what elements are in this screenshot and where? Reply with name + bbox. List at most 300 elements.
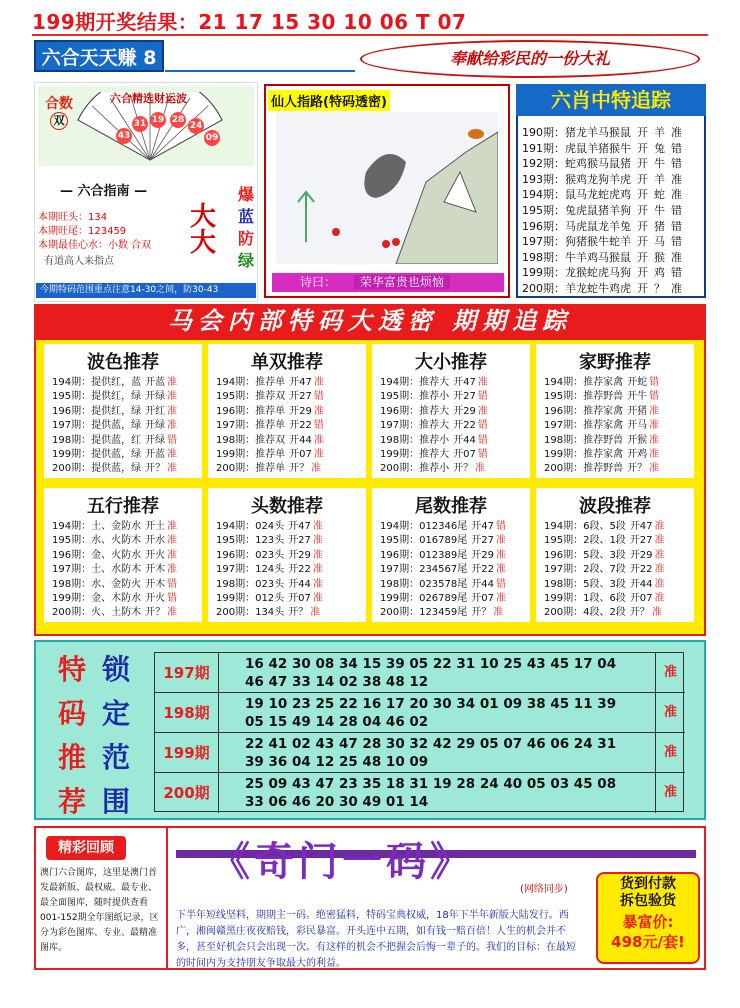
panel-pick: 199期：1段、6段 xyxy=(544,593,626,604)
panel-result: 错 xyxy=(313,420,324,432)
panel-pick: 194期：推荐大 xyxy=(380,377,450,388)
panel-row xyxy=(52,405,177,419)
zodiac-cell: 羊龙蛇牛鸡虎 xyxy=(565,282,631,295)
zodiac-cell: 197期： xyxy=(522,235,565,249)
lock-numbers: 19 10 23 25 22 16 17 20 30 34 01 09 38 45 11 39 05 15 49 14 28 04 46 02 xyxy=(245,696,617,730)
zodiac-cell: 191期： xyxy=(522,141,565,155)
panel-result: 准 xyxy=(654,549,665,561)
panel-row xyxy=(380,419,488,433)
guide-info: 本期最佳心水：小数 合双 xyxy=(38,240,152,251)
zodiac-cell: 兔虎鼠猪羊狗 xyxy=(565,204,631,217)
heshu-label: 合数 双 xyxy=(44,96,74,130)
panel-row xyxy=(52,578,177,592)
panel-open: 开？ xyxy=(145,607,166,619)
panel-open: 开44 xyxy=(629,578,653,590)
recommend-panel xyxy=(208,488,366,622)
lock-numbers: 25 09 43 47 23 35 18 31 19 28 24 40 05 03 45 08 33 06 46 20 30 49 01 14 xyxy=(245,776,617,810)
panel-open: 开火 xyxy=(145,549,166,561)
panel-result: 准 xyxy=(496,535,506,547)
panel-result: 准 xyxy=(477,377,488,388)
panel-open: 开牛 xyxy=(627,391,648,403)
panel-open: 开红 xyxy=(145,405,166,417)
zodiac-cell: 马虎鼠龙羊兔 xyxy=(565,219,631,233)
zodiac-cell: 200期： xyxy=(522,282,565,295)
lock-left-column: 特 码 推 荐 xyxy=(57,653,86,818)
panel-result: 准 xyxy=(167,607,178,619)
panel-pick: 195期：123头 xyxy=(216,535,285,547)
number-ball: 31 xyxy=(132,116,148,132)
lock-row xyxy=(155,653,685,693)
panel-open: 开鸡 xyxy=(627,449,648,460)
lock-period: 198期 xyxy=(155,693,219,733)
zodiac-row xyxy=(522,282,704,295)
panel-open: 开07 xyxy=(629,593,653,604)
panel-result: 准 xyxy=(654,564,665,576)
panel-row xyxy=(216,520,323,534)
guide-info: 本期旺头：134 xyxy=(38,212,108,223)
panel-pick: 194期：024头 xyxy=(216,521,285,532)
da-label: 大 大 xyxy=(190,202,217,258)
panel-pick: 197期：推荐大 xyxy=(380,420,450,432)
price-text: 暴富价: 498元/套! xyxy=(611,913,685,951)
panel-open: 开07 xyxy=(288,593,311,604)
panel-row xyxy=(216,592,323,606)
panel-result: 准 xyxy=(167,564,178,576)
divider xyxy=(32,34,708,36)
lock-result: 准 xyxy=(655,653,685,693)
panel-row xyxy=(52,592,177,606)
gift-slogan: 奉献给彩民的一份大礼 xyxy=(360,40,700,78)
panel-open: 开马 xyxy=(627,420,648,432)
zodiac-cell: 错 xyxy=(671,235,682,249)
poem-bar: 诗曰： 荣华富贵也烦恼 xyxy=(272,273,504,292)
panel-pick: 199期：金、木防水 xyxy=(52,593,142,604)
panel-result: 错 xyxy=(477,449,488,460)
zodiac-row xyxy=(522,126,704,139)
recommend-panel xyxy=(372,344,530,478)
panel-row xyxy=(52,549,177,563)
panel-title: 家野推荐 xyxy=(579,352,651,373)
panel-pick: 195期：推荐小 xyxy=(380,391,450,403)
panel-open: 开22 xyxy=(629,564,653,576)
panel-row xyxy=(380,405,488,419)
panel-title: 大小推荐 xyxy=(415,352,487,373)
panel-row xyxy=(544,390,659,404)
panel-pick: 197期：土、水防木 xyxy=(52,564,142,576)
panel-result: 错 xyxy=(496,578,506,590)
panel-row xyxy=(544,376,659,390)
number-ball: 43 xyxy=(116,128,132,144)
panel-row xyxy=(216,462,321,476)
panel-open: 开？ xyxy=(453,463,474,475)
panel-row xyxy=(216,606,320,620)
panel-result: 错 xyxy=(477,391,488,403)
panel-open: 开？ xyxy=(471,607,492,619)
panel-row xyxy=(380,606,503,620)
recommend-panel xyxy=(536,344,694,478)
panel-result: 准 xyxy=(477,405,488,417)
panel-result: 准 xyxy=(167,521,178,532)
panel-open: 开木 xyxy=(145,578,166,590)
panel-result: 准 xyxy=(167,420,178,432)
zodiac-cell: 193期： xyxy=(522,172,565,186)
zodiac-cell: 错 xyxy=(671,141,682,155)
panel-row xyxy=(544,434,659,448)
panel-open: 开47 xyxy=(629,521,653,532)
panel-open: 开22 xyxy=(471,564,494,576)
panel-result: 准 xyxy=(312,578,323,590)
panel-pick: 195期：推荐双 xyxy=(216,391,286,403)
lock-period: 200期 xyxy=(155,773,219,813)
lock-row xyxy=(155,773,685,813)
panel-open: 开47 xyxy=(471,521,494,532)
panel-result: 准 xyxy=(167,463,178,475)
panel-row xyxy=(380,462,485,476)
zodiac-cell: 牛 xyxy=(654,204,665,217)
panel-result: 准 xyxy=(496,593,506,604)
lock-period: 199期 xyxy=(155,733,219,773)
panel-title: 五行推荐 xyxy=(87,496,159,517)
squirrel-illustration xyxy=(276,112,498,264)
panel-pick: 194期：6段、5段 xyxy=(544,521,626,532)
zodiac-cell: 开 xyxy=(637,235,648,249)
panel-row xyxy=(544,549,665,563)
zodiac-cell: 错 xyxy=(671,204,682,217)
panel-pick: 197期：2段、7段 xyxy=(544,564,626,576)
zodiac-cell: 开 xyxy=(637,204,648,217)
panel-result: 准 xyxy=(167,377,178,388)
panel-open: 开水 xyxy=(145,535,166,547)
fan-title: 六合精选财运波 xyxy=(110,92,187,105)
panel-result: 错 xyxy=(167,434,178,446)
panel-row xyxy=(380,520,506,534)
panel-row xyxy=(380,578,506,592)
panel-open: 开47 xyxy=(288,521,311,532)
panel-row xyxy=(544,462,659,476)
panel-result: 准 xyxy=(313,377,324,388)
panel-title: 单双推荐 xyxy=(251,352,323,373)
panel-row xyxy=(544,405,659,419)
zodiac-cell: 开 xyxy=(637,126,648,139)
panel-pick: 198期：推荐野兽 xyxy=(544,434,624,446)
panel-open: 开绿 xyxy=(145,420,166,432)
panel-row xyxy=(380,534,506,548)
qimen-description: 下半年短线坚料，期期主一码。绝密猛料，特码宝典权威，18年下半年新版大陆发行。西广，湘闽赣黑庄夜夜赔钱，彩民暴富。开头连中五期，如有钱一赔百倍！人生的机会并不多，甚至好机会只会出现一次。有这样的机会不把握会后悔一辈子的。我们的目标：在最短的时间内为支持朋友争取最大的利益。 xyxy=(176,910,576,969)
zodiac-row xyxy=(522,251,704,264)
zodiac-cell: 开 xyxy=(637,282,648,295)
panel-pick: 198期：023头 xyxy=(216,578,285,590)
lock-numbers: 22 41 02 43 47 28 30 32 42 29 05 07 46 06 24 31 39 36 04 12 25 48 10 09 xyxy=(245,736,617,770)
zodiac-cell: 龙猴蛇虎马狗 xyxy=(565,266,631,280)
zodiac-cell: 开 xyxy=(637,172,648,186)
panel-pick: 194期：推荐单 xyxy=(216,377,286,388)
bao-column: 爆 蓝 防 绿 xyxy=(237,185,254,270)
panel-pick: 196期：023头 xyxy=(216,549,285,561)
zodiac-cell: 兔 xyxy=(654,141,665,155)
zodiac-cell: 牛羊鸡马猴鼠 xyxy=(565,250,631,264)
review-text: 澳门六合图库，这里是澳门首发最新版、最权威、最专业、最全面图库，随时提供查看001-152期全年图纸记录，区分为彩色图库、专业、最精准图库。 xyxy=(40,868,159,953)
panel-result: 准 xyxy=(313,405,324,417)
recommend-panel xyxy=(536,488,694,622)
zodiac-cell: 马 xyxy=(654,235,665,249)
panel-result: 准 xyxy=(167,549,178,561)
panel-pick: 194期：012346尾 xyxy=(380,521,468,532)
zodiac-cell: 准 xyxy=(671,188,682,202)
zodiac-cell: 蛇鸡猴马鼠猪 xyxy=(565,157,631,171)
zodiac-cell: 鼠马龙蛇虎鸡 xyxy=(565,188,631,202)
panel-row xyxy=(380,563,506,577)
panel-row xyxy=(544,520,665,534)
panel-open: 开土 xyxy=(145,521,166,532)
zodiac-row xyxy=(522,173,704,186)
panel-pick: 199期：012头 xyxy=(216,593,285,604)
lock-right-column: 锁 定 范 围 xyxy=(101,653,130,818)
zodiac-cell: 羊 xyxy=(654,172,665,186)
panel-open: 开47 xyxy=(453,377,476,388)
panel-open: 开27 xyxy=(289,391,312,403)
panel-row xyxy=(216,376,324,390)
panel-pick: 196期：推荐单 xyxy=(216,405,286,417)
panel-pick: 195期：2段、1段 xyxy=(544,535,626,547)
zodiac-cell: 蛇 xyxy=(654,188,665,202)
panel-pick: 197期：提供蓝，绿 xyxy=(52,420,142,432)
range-bar: 今期特码范围重点注意14-30之间，防30-43 xyxy=(36,283,256,298)
zodiac-cell: 开 xyxy=(637,250,648,264)
panel-open: 开火 xyxy=(145,593,166,604)
zodiac-cell: 猪龙羊马猴鼠 xyxy=(565,126,631,139)
panel-row xyxy=(52,606,177,620)
panel-open: 开29 xyxy=(289,405,312,417)
panel-result: 准 xyxy=(312,564,323,576)
zodiac-cell: 198期： xyxy=(522,250,565,264)
panel-open: 开27 xyxy=(288,535,311,547)
panel-row xyxy=(544,578,665,592)
panel-pick: 195期：提供红，绿 xyxy=(52,391,142,403)
panel-pick: 200期：123459尾 xyxy=(380,607,468,619)
recommend-panel xyxy=(208,344,366,478)
panel-result: 错 xyxy=(313,391,324,403)
panel-open: 开猪 xyxy=(627,405,648,417)
panel-row xyxy=(216,563,323,577)
panel-result: 准 xyxy=(167,449,178,460)
panel-pick: 197期：124头 xyxy=(216,564,285,576)
panel-row xyxy=(544,606,662,620)
number-ball: 09 xyxy=(204,130,220,146)
panel-pick: 194期：土、金防水 xyxy=(52,521,142,532)
zodiac-row xyxy=(522,157,704,170)
panel-open: 开蓝 xyxy=(145,449,166,460)
panel-row xyxy=(52,434,177,448)
panel-result: 错 xyxy=(649,377,660,388)
zodiac-cell: 狗猪猴牛蛇羊 xyxy=(565,235,631,249)
panel-result: 准 xyxy=(496,564,506,576)
panel-pick: 198期：5段、3段 xyxy=(544,578,626,590)
panel-pick: 199期：推荐单 xyxy=(216,449,286,460)
panel-open: 开蓝 xyxy=(145,377,166,388)
panel-pick: 198期：推荐小 xyxy=(380,434,450,446)
panel-pick: 198期：提供蓝，红 xyxy=(52,434,142,446)
panel-pick: 199期：推荐家禽 xyxy=(544,449,624,460)
panel-pick: 200期：4段、2段 xyxy=(544,607,626,619)
panel-pick: 198期：水、金防火 xyxy=(52,578,142,590)
panel-result: 错 xyxy=(477,420,488,432)
panel-open: 开27 xyxy=(629,535,653,547)
panel-open: 开27 xyxy=(471,535,494,547)
panel-row xyxy=(52,520,177,534)
panel-result: 准 xyxy=(649,463,660,475)
zodiac-row xyxy=(522,142,704,155)
lock-result: 准 xyxy=(655,773,685,813)
panel-open: 开22 xyxy=(453,420,476,432)
panel-pick: 200期：推荐单 xyxy=(216,463,286,475)
panel-pick: 200期：推荐小 xyxy=(380,463,450,475)
panel-open: 开29 xyxy=(453,405,476,417)
zodiac-row xyxy=(522,220,704,233)
web-sync-note: (网络同步) xyxy=(520,884,568,895)
panel-row xyxy=(52,376,177,390)
panel-pick: 200期：134头 xyxy=(216,607,285,619)
lock-result: 准 xyxy=(655,693,685,733)
zodiac-row xyxy=(522,204,704,217)
panel-pick: 196期：推荐大 xyxy=(380,405,450,417)
panel-result: 准 xyxy=(649,449,660,460)
xianren-title: 仙人指路(特码透密) xyxy=(268,90,390,111)
zodiac-row xyxy=(522,235,704,248)
zodiac-cell: 牛 xyxy=(654,157,665,171)
panel-result: 准 xyxy=(651,607,662,619)
inside-banner: 马会内部特码大透密 期期追踪 xyxy=(34,304,706,338)
panel-open: 开？ xyxy=(629,607,650,619)
recommend-panel xyxy=(44,488,202,622)
draw-result-title: 199期开奖结果：21 17 15 30 10 06 T 07 xyxy=(32,10,467,34)
panel-pick: 197期：234567尾 xyxy=(380,564,468,576)
zodiac-cell: 开 xyxy=(637,188,648,202)
panel-title: 尾数推荐 xyxy=(415,496,487,517)
panel-row xyxy=(216,534,323,548)
zodiac-cell: ？ xyxy=(654,282,665,295)
panel-result: 准 xyxy=(649,434,660,446)
panel-row xyxy=(544,448,659,462)
panel-pick: 195期：水、火防木 xyxy=(52,535,142,547)
panel-open: 开蛇 xyxy=(627,377,648,388)
panel-row xyxy=(216,578,323,592)
zodiac-row xyxy=(522,266,704,279)
panel-row xyxy=(216,390,324,404)
panel-pick: 198期：023578尾 xyxy=(380,578,468,590)
panel-result: 准 xyxy=(167,535,178,547)
panel-row xyxy=(216,405,324,419)
panel-open: 开44 xyxy=(289,434,312,446)
panel-pick: 200期：火、土防木 xyxy=(52,607,142,619)
panel-result: 准 xyxy=(496,549,506,561)
zodiac-cell: 194期： xyxy=(522,188,565,202)
panel-row xyxy=(52,419,177,433)
panel-result: 准 xyxy=(649,420,660,432)
lock-row xyxy=(155,693,685,733)
panel-open: 开木 xyxy=(145,564,166,576)
zodiac-cell: 199期： xyxy=(522,266,565,280)
panel-row xyxy=(52,462,177,476)
panel-open: 开？ xyxy=(288,607,309,619)
panel-row xyxy=(52,563,177,577)
guide-info: 本期旺尾：123459 xyxy=(38,226,127,237)
panel-result: 准 xyxy=(649,405,660,417)
panel-result: 错 xyxy=(649,391,660,403)
panel-title: 波色推荐 xyxy=(87,352,159,373)
zodiac-row xyxy=(522,188,704,201)
panel-open: 开22 xyxy=(289,420,312,432)
panel-pick: 197期：推荐家禽 xyxy=(544,420,624,432)
panel-result: 错 xyxy=(477,434,488,446)
panel-open: 开29 xyxy=(471,549,494,561)
panel-pick: 199期：提供蓝，绿 xyxy=(52,449,142,460)
zodiac-cell: 准 xyxy=(671,282,682,295)
panel-result: 准 xyxy=(654,578,665,590)
panel-title: 波段推荐 xyxy=(579,496,651,517)
panel-result: 准 xyxy=(312,535,323,547)
lock-numbers: 16 42 30 08 34 15 39 05 22 31 10 25 43 45 17 04 46 47 33 14 02 38 48 12 xyxy=(245,656,617,690)
panel-result: 准 xyxy=(654,593,665,604)
panel-row xyxy=(216,419,324,433)
panel-row xyxy=(52,448,177,462)
brand-badge: 六合天天赚 8 xyxy=(34,40,164,72)
panel-row xyxy=(52,534,177,548)
panel-row xyxy=(216,434,324,448)
panel-row xyxy=(52,390,177,404)
panel-row xyxy=(544,419,659,433)
panel-open: 开29 xyxy=(629,549,653,561)
panel-pick: 196期：推荐家禽 xyxy=(544,405,624,417)
zodiac-cell: 鸡 xyxy=(654,266,665,280)
panel-open: 开27 xyxy=(453,391,476,403)
panel-pick: 195期：016789尾 xyxy=(380,535,468,547)
zodiac-cell: 准 xyxy=(671,126,682,139)
zodiac-cell: 虎鼠羊猪猴牛 xyxy=(565,141,631,155)
zodiac-cell: 猪 xyxy=(654,219,665,233)
zodiac-cell: 开 xyxy=(637,266,648,280)
zodiac-cell: 196期： xyxy=(522,219,565,233)
panel-open: 开44 xyxy=(288,578,311,590)
panel-result: 准 xyxy=(313,434,324,446)
panel-pick: 196期：提供红，绿 xyxy=(52,405,142,417)
panel-pick: 200期：推荐野兽 xyxy=(544,463,624,475)
panel-open: 开？ xyxy=(627,463,648,475)
lock-row xyxy=(155,733,685,773)
panel-result: 准 xyxy=(313,449,324,460)
panel-row xyxy=(216,549,323,563)
zodiac-cell: 错 xyxy=(671,219,682,233)
panel-result: 准 xyxy=(167,405,178,417)
zodiac-cell: 错 xyxy=(671,266,682,280)
panel-open: 开绿 xyxy=(145,434,166,446)
panel-result: 准 xyxy=(167,391,178,403)
divider xyxy=(165,70,355,72)
panel-pick: 196期：012389尾 xyxy=(380,549,468,561)
number-ball: 19 xyxy=(150,112,166,128)
panel-pick: 194期：推荐家禽 xyxy=(544,377,624,388)
lock-period: 197期 xyxy=(155,653,219,693)
cod-text: 货到付款 拆包验货 xyxy=(620,876,676,909)
zodiac-cell: 羊 xyxy=(654,126,665,139)
panel-row xyxy=(380,390,488,404)
panel-open: 开22 xyxy=(288,564,311,576)
panel-result: 准 xyxy=(475,463,486,475)
panel-result: 准 xyxy=(654,521,665,532)
panel-open: 开07 xyxy=(289,449,312,460)
number-ball: 28 xyxy=(170,112,186,128)
panel-open: 开绿 xyxy=(145,391,166,403)
panel-open: 开猴 xyxy=(627,434,648,446)
